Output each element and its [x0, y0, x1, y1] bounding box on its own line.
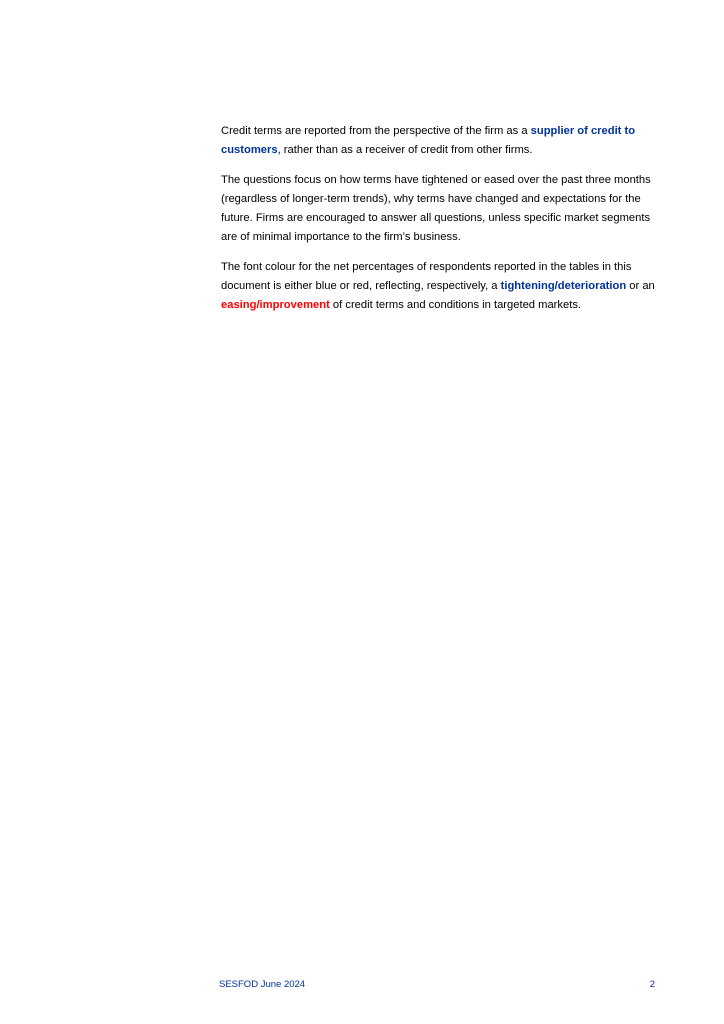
footer-title: SESFOD June 2024 [219, 979, 306, 990]
highlight-easing: easing/improvement [221, 299, 330, 311]
paragraph-text: The questions focus on how terms have tightened or eased over the past three months (regardless of longer-term trends), why terms have changed and expectations for the future. Firms are encouraged to answer all questions, unless specific market segments are of minimal importance to the firm’s business. [221, 174, 651, 243]
paragraph-text: , rather than as a receiver of credit from other firms. [277, 144, 533, 156]
page-number: 2 [649, 979, 655, 990]
paragraph-text: or an [626, 280, 655, 292]
paragraph-credit-terms-perspective [221, 122, 657, 160]
paragraph-text: of credit terms and conditions in targeted markets. [329, 299, 582, 311]
highlight-supplier-of-credit: supplier of credit to customers [221, 125, 636, 156]
paragraph-text: The font colour for the net percentages of respondents reported in the tables in this document is either blue or red, reflecting, respectively, a [221, 261, 632, 292]
paragraph-questions-focus [221, 171, 657, 247]
highlight-tightening: tightening/deterioration [500, 280, 627, 292]
document-body [221, 122, 657, 326]
page-footer [219, 979, 655, 990]
paragraph-text: Credit terms are reported from the perspective of the firm as a [221, 125, 531, 137]
paragraph-font-colour [221, 258, 657, 315]
